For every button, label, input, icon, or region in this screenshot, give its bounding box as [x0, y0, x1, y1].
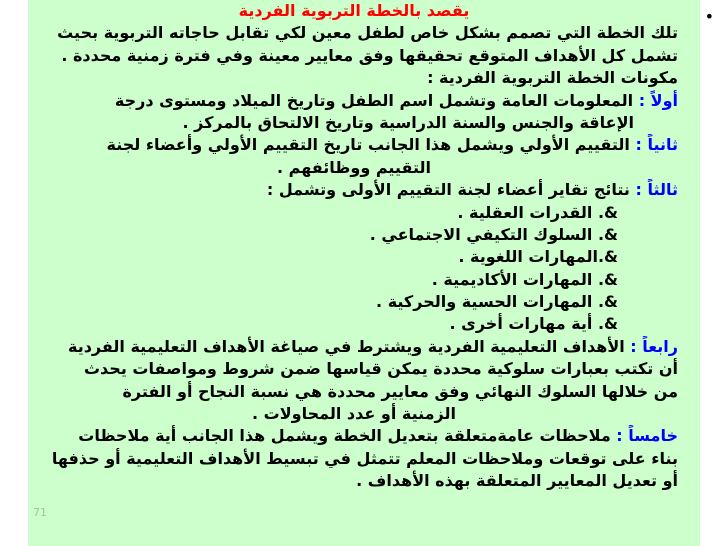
section-label: خامساً : — [616, 426, 678, 446]
section-line: التقييم ووظائفهم . — [277, 157, 431, 177]
list-item: &. المهارات الحسية والحركية . — [376, 292, 618, 312]
section-text: ملاحظات عامةمتعلقة بتعديل الخطة ويشمل هذا الجانب أية ملاحظات — [78, 426, 617, 446]
components-heading: مكونات الخطة التربوية الفردية : — [427, 68, 678, 88]
list-item: &.المهارات اللغوية . — [458, 247, 618, 267]
section-label: ثانياً : — [635, 135, 678, 155]
list-item: &. القدرات العقلية . — [457, 202, 618, 222]
section-line: من خلالها السلوك النهائي وفق معايير محددة هي نسبة النجاح أو الفترة — [122, 381, 678, 401]
slide-title: يقصد بالخطة التربوية الفردية — [238, 1, 470, 20]
list-item: &. السلوك التكيفي الاجتماعي . — [369, 224, 618, 244]
page-number: 71 — [33, 506, 47, 519]
section-first — [30, 90, 678, 112]
section-third — [30, 179, 678, 201]
section-fifth — [30, 425, 678, 447]
section-label: رابعاً : — [630, 336, 678, 356]
paragraph-line: تلك الخطة التي تصمم بشكل خاص لطفل معين لكي تقابل حاجاته التربوية بحيث — [57, 23, 678, 43]
section-line: الزمنية أو عدد المحاولات . — [252, 404, 456, 424]
bullet-icon: • — [704, 7, 714, 26]
section-text: التقييم الأولي ويشمل هذا الجانب تاريخ التقييم الأولي وأعضاء لجنة — [106, 135, 636, 155]
paragraph-line: تشمل كل الأهداف المتوقع تحقيقها وفق معايير معينة وفي فترة زمنية محددة . — [61, 45, 678, 65]
section-line: أن تكتب بعبارات سلوكية محددة يمكن قياسها ضمن شروط ومواصفات يحدث — [83, 359, 678, 379]
section-line: أو تعديل المعايير المتعلقة بهذه الأهداف . — [356, 471, 678, 491]
list-item: &. المهارات الأكاديمية . — [431, 269, 618, 289]
section-text: نتائج تقاير أعضاء لجنة التقييم الأولى وتشمل : — [266, 180, 636, 200]
list-item: &. أية مهارات أخرى . — [449, 314, 618, 334]
section-text: المعلومات العامة وتشمل اسم الطفل وتاريخ الميلاد ومستوى درجة — [114, 90, 639, 110]
section-second — [30, 134, 678, 156]
section-fourth — [30, 336, 678, 358]
section-line: بناء على توقعات وملاحظات المعلم تتمثل في تبسيط الأهداف التعليمية أو حذفها — [51, 448, 678, 468]
slide-body — [30, 0, 678, 493]
section-text: الأهداف التعليمية الفردية ويشترط في صياغة الأهداف التعليمية الفردية — [67, 336, 631, 356]
section-line: الإعاقة والجنس والسنة الدراسية وتاريخ الالتحاق بالمركز . — [182, 112, 634, 132]
section-label: أولاً : — [638, 90, 678, 110]
section-label: ثالثاً : — [635, 180, 678, 200]
